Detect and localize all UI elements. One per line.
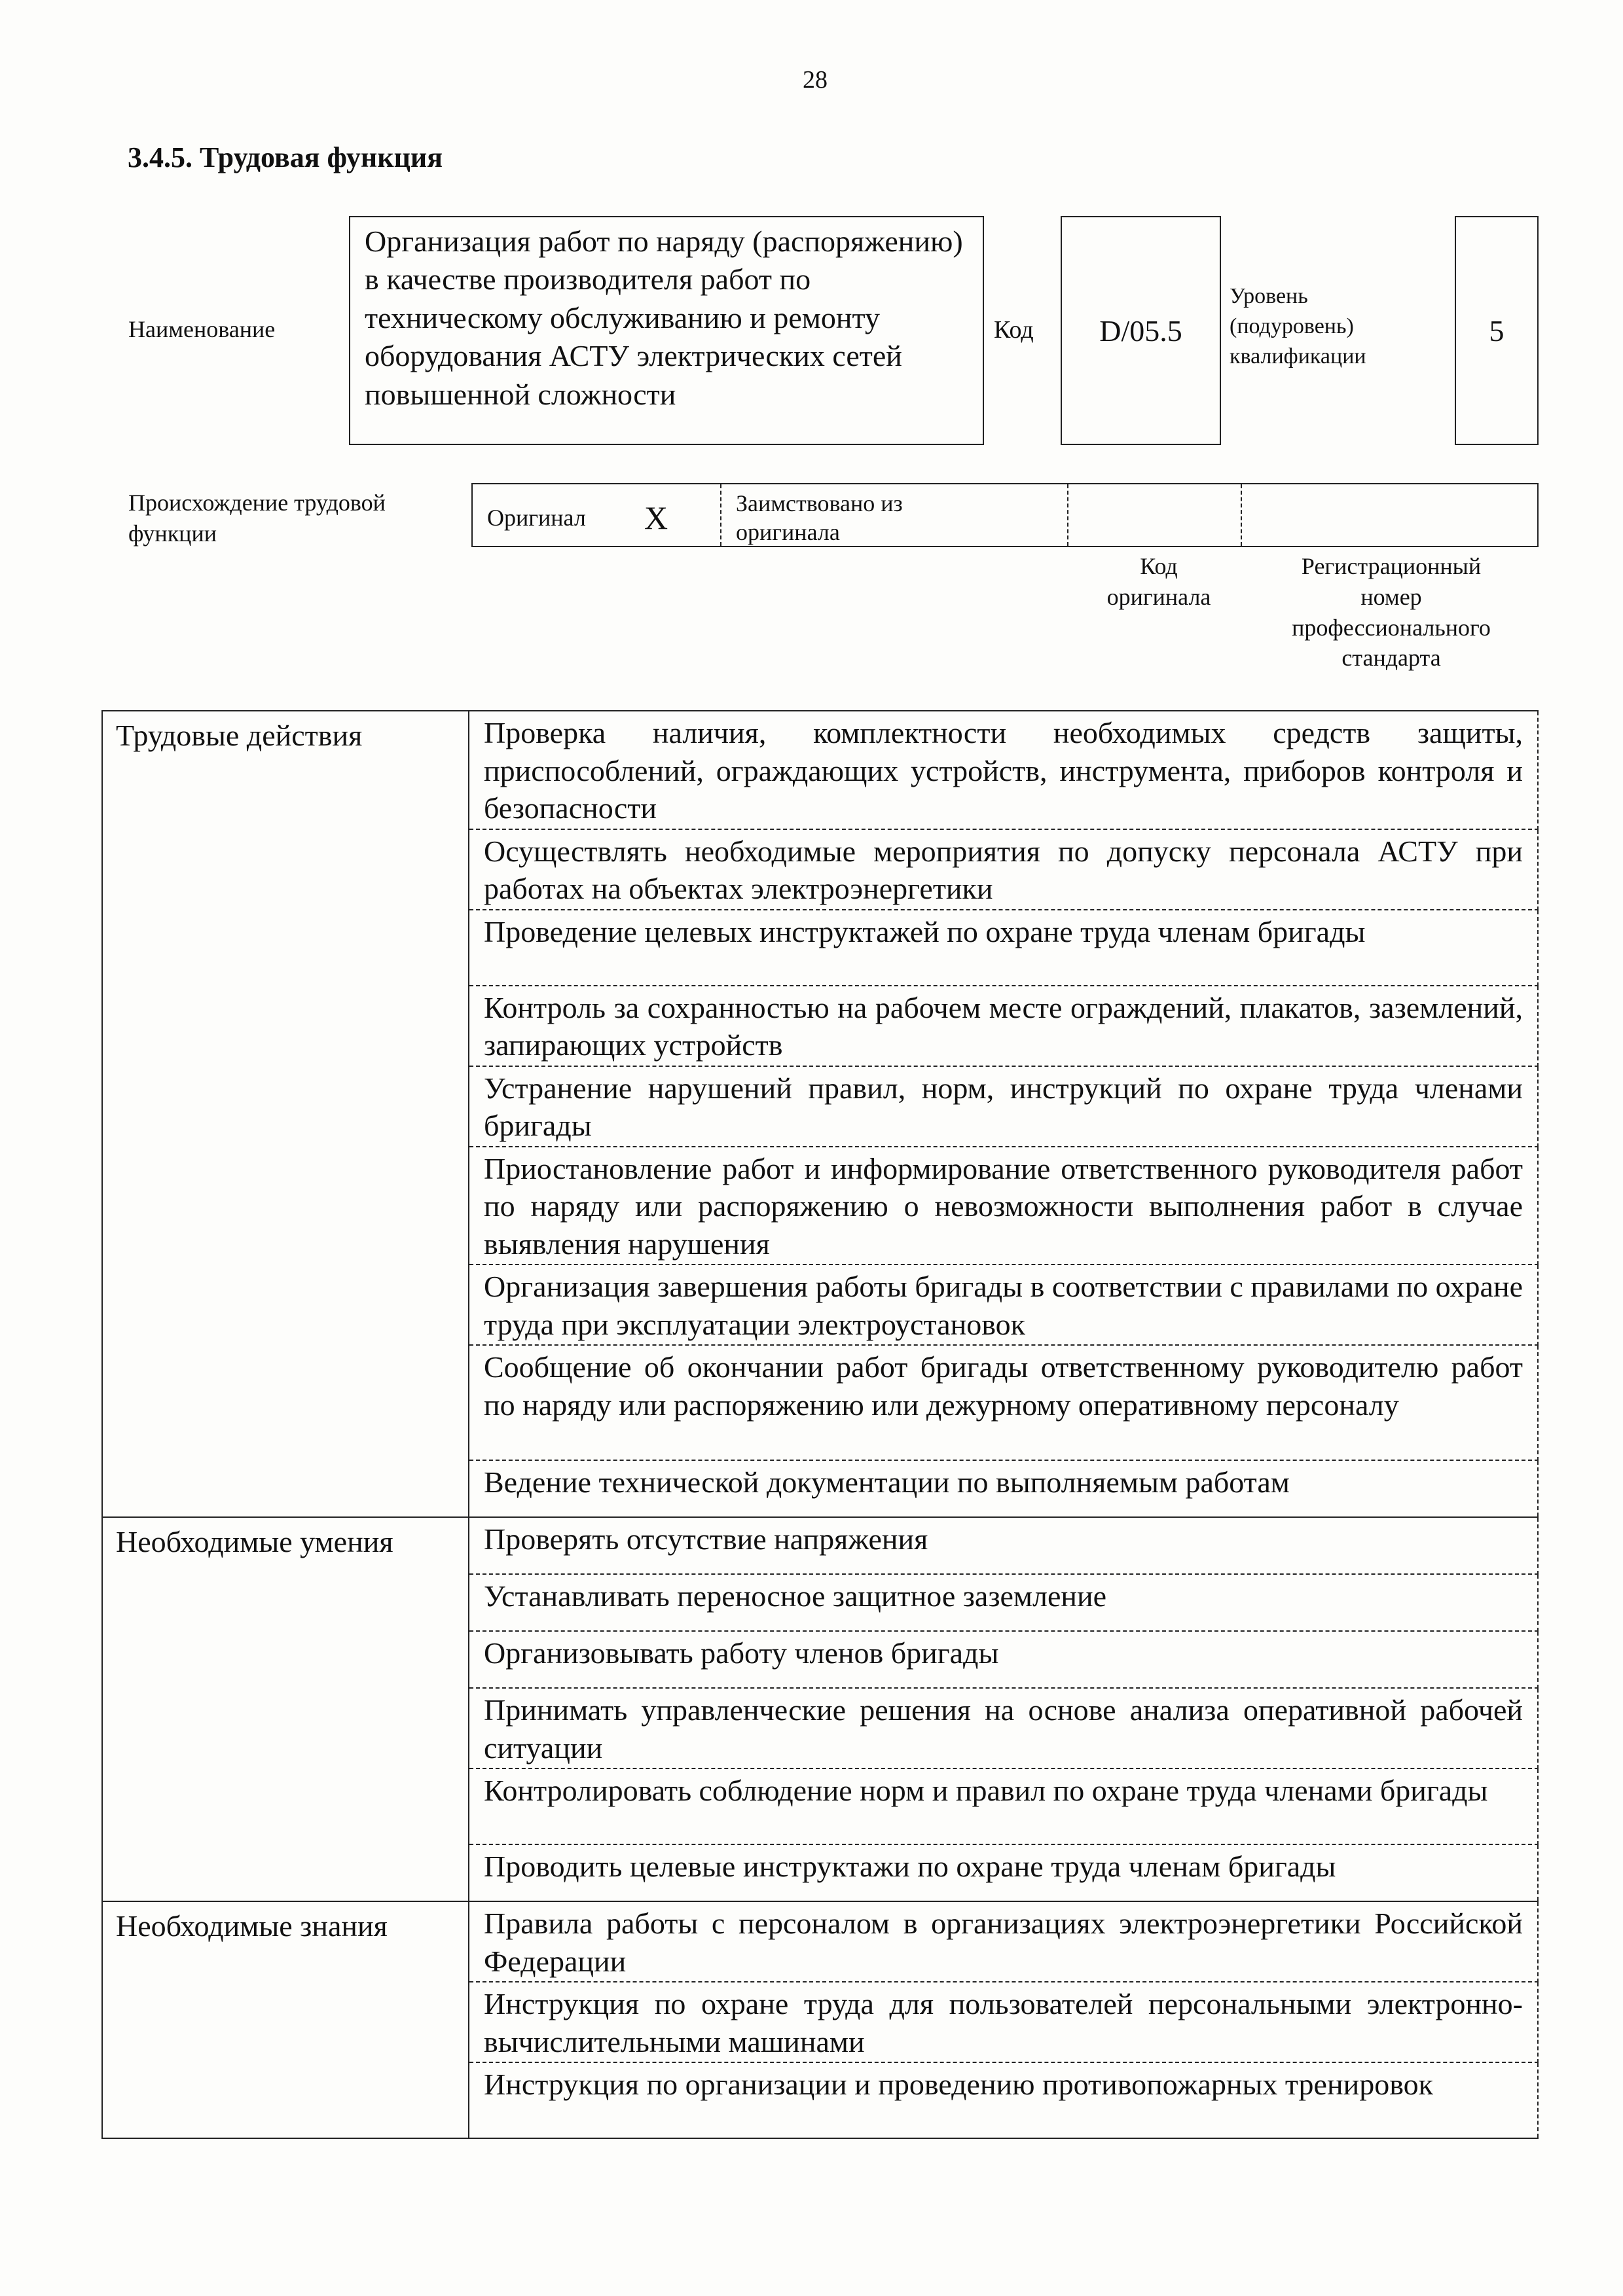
- table-row: [102, 1901, 1538, 1982]
- original-cell: [473, 484, 721, 546]
- labor-action-item: Устранение нарушений правил, норм, инструкций по охране труда членами бригады: [469, 1066, 1538, 1147]
- labor-action-item: Приостановление работ и информирование ответственного руководителя работ по наряду или распоряжению о невозможности выполнения работ в случае выявления нарушения: [469, 1147, 1538, 1265]
- required-skill-item: Устанавливать переносное защитное заземление: [469, 1574, 1538, 1631]
- table-row: [102, 711, 1538, 829]
- origin-row: [471, 483, 1539, 547]
- required-skill-item: Принимать управленческие решения на основе анализа оперативной рабочей ситуации: [469, 1688, 1538, 1768]
- required-skill-item: Организовывать работу членов бригады: [469, 1631, 1538, 1688]
- borrowed-label-line: оригинала: [736, 518, 840, 545]
- labor-action-item: Проверка наличия, комплектности необходимых средств защиты, приспособлений, ограждающих устройств, инструмента, приборов контроля и безопасности: [469, 711, 1538, 829]
- level-label-line: квалификации: [1230, 344, 1366, 368]
- function-name-box: Организация работ по наряду (распоряжению) в качестве производителя работ по техническому обслуживанию и ремонту оборудования АСТУ электрических сетей повышенной сложности: [349, 216, 984, 445]
- level-label-line: (подуровень): [1230, 314, 1354, 338]
- required-knowledge-label: Необходимые знания: [102, 1901, 469, 2138]
- labor-action-item: Организация завершения работы бригады в соответствии с правилами по охране труда при эксплуатации электроустановок: [469, 1265, 1538, 1345]
- borrowed-cell: [721, 484, 1068, 546]
- labor-action-item: Осуществлять необходимые мероприятия по допуску персонала АСТУ при работах на объектах электроэнергетики: [469, 829, 1538, 910]
- level-label-line: Уровень: [1230, 284, 1308, 308]
- name-label: Наименование: [128, 316, 276, 342]
- original-mark: X: [644, 499, 668, 536]
- function-details-table: [101, 710, 1539, 2139]
- borrowed-label: [736, 490, 903, 547]
- code-label: Код: [994, 316, 1034, 344]
- required-skill-item: Проверять отсутствие напряжения: [469, 1517, 1538, 1574]
- required-knowledge-item: Инструкция по организации и проведению противопожарных тренировок: [469, 2062, 1538, 2138]
- labor-action-item: Сообщение об окончании работ бригады ответственному руководителю работ по наряду или распоряжению или дежурному оперативному персоналу: [469, 1345, 1538, 1460]
- required-skills-label: Необходимые умения: [102, 1517, 469, 1901]
- labor-actions-label: Трудовые действия: [102, 711, 469, 1517]
- caption-line: оригинала: [1106, 583, 1211, 610]
- original-code-caption: [1074, 551, 1244, 613]
- qualification-level-box: 5: [1455, 216, 1539, 445]
- page-number: 28: [803, 66, 828, 94]
- required-skill-item: Проводить целевые инструктажи по охране труда членам бригады: [469, 1844, 1538, 1901]
- original-label: Оригинал: [487, 505, 586, 531]
- registration-number-caption: [1247, 551, 1535, 673]
- caption-line: профессионального: [1292, 614, 1491, 641]
- caption-line: номер: [1360, 583, 1422, 610]
- caption-line: стандарта: [1341, 645, 1441, 672]
- qualification-level-label: [1230, 281, 1366, 372]
- required-knowledge-item: Инструкция по охране труда для пользователей персональными электронно-вычислительными машинами: [469, 1982, 1538, 2062]
- labor-action-item: Проведение целевых инструктажей по охране труда членам бригады: [469, 910, 1538, 986]
- section-title: 3.4.5. Трудовая функция: [128, 141, 443, 173]
- required-skill-item: Контролировать соблюдение норм и правил по охране труда членами бригады: [469, 1768, 1538, 1844]
- function-code-box: D/05.5: [1061, 216, 1221, 445]
- labor-action-item: Контроль за сохранностью на рабочем месте ограждений, плакатов, заземлений, запирающих устройств: [469, 986, 1538, 1066]
- registration-number-cell: [1242, 484, 1537, 546]
- labor-action-item: Ведение технической документации по выполняемым работам: [469, 1460, 1538, 1517]
- table-row: [102, 1517, 1538, 1574]
- borrowed-label-line: Заимствовано из: [736, 490, 903, 516]
- original-code-cell: [1068, 484, 1242, 546]
- origin-label-line: Происхождение трудовой: [128, 490, 386, 516]
- caption-line: Регистрационный: [1301, 553, 1482, 579]
- origin-label-line: функции: [128, 520, 217, 547]
- caption-line: Код: [1140, 553, 1178, 579]
- origin-label: [128, 488, 386, 549]
- required-knowledge-item: Правила работы с персоналом в организациях электроэнергетики Российской Федерации: [469, 1901, 1538, 1982]
